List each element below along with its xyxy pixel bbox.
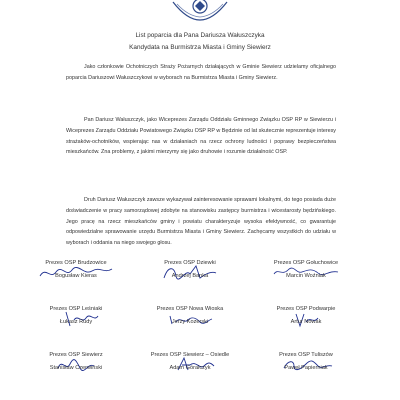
signatory-name: Stanisław Czerwiński (49, 365, 103, 371)
paragraph: Druh Dariusz Wałuszczyk zawsze wykazywał zainteresowanie sprawami lokalnymi, do tego posiada duże doświadczenie w pracy samorządowej zdobyte na stanowisku zastępcy burmistrza i wicestarosty będzińskiego. Jego pracę na rzecz mieszkańców gminy i powiatu charakteryzuje wysoka efektywność, co gwarantuje odpowiedzialne sprawowanie urzędu Burmistrza Miasta i Gminy Siewierz. Zachęcamy wszystkich do udziału w wyborach i oddania na niego swojego głosu. (66, 197, 336, 247)
signatory-name: Marcin Woźniak (286, 273, 326, 279)
signatory-name: Andrzej Banka (171, 273, 209, 279)
signature-block (28, 260, 124, 300)
paragraph: Jako członkowie Ochotniczych Straży Pożarnych działających w Gminie Siewierz udzielamy oficjalnego poparcia Dariuszowi Wałuszczykowi w wyborach na Burmistrza Miasta i Gminy Siewierz. (66, 64, 336, 81)
signatory-role: Prezes OSP Tuliszów (279, 352, 333, 358)
signatory-role: Prezes OSP Siewierz – Osiedle (150, 352, 230, 358)
signatory-role: Prezes OSP Dziewki (164, 260, 216, 266)
signatory-role: Prezes OSP Nowa Wioska (156, 306, 224, 312)
signature-block (142, 260, 238, 300)
fire-brigade-emblem-icon (167, 0, 233, 22)
signature-block (258, 260, 354, 300)
signature-block (28, 352, 124, 392)
letter-subtitle: Kandydata na Burmistrza Miasta i Gminy Siewierz (129, 44, 271, 51)
signatory-role: Prezes OSP Podwarpie (276, 306, 336, 312)
signatory-role: Prezes OSP Siewierz (49, 352, 103, 358)
signature-block (258, 306, 354, 346)
signatory-role: Prezes OSP Brudzowice (45, 260, 107, 266)
paragraph: Pan Dariusz Wałuszczyk, jako Wiceprezes Zarządu Oddziału Gminnego Związku OSP RP w Siewierzu i Wiceprezes Zarządu Oddziału Powiatowego Związku OSP RP w Będzinie od lat skutecznie reprezentuje interesy strażaków-ochotników, wspierając nas w działaniach na rzecz ochrony ludności i poprawy bezpieczeństwa mieszkańców. Zna problemy, z jakimi mierzymy się jako druhowie i rozumie działalność OSP. (66, 117, 336, 156)
signatory-name: Łukasz Rudy (59, 319, 93, 325)
signatory-name: Artur Nowak (290, 319, 322, 325)
signatory-name: Bogusław Kieras (55, 273, 97, 279)
signature-block (142, 306, 238, 346)
signatory-role: Prezes OSP Gołuchowice (273, 260, 339, 266)
signature-block (28, 306, 124, 346)
signatory-name: Jerzy Kozerski (171, 319, 209, 325)
signatory-name: Paweł Papierniak (284, 365, 328, 371)
signature-block (142, 352, 238, 392)
signature-block (258, 352, 354, 392)
signatory-name: Adam Góralczyk (169, 365, 211, 371)
signatory-role: Prezes OSP Leśniaki (49, 306, 103, 312)
letter-title: List poparcia dla Pana Dariusza Wałuszczyka (135, 32, 265, 39)
